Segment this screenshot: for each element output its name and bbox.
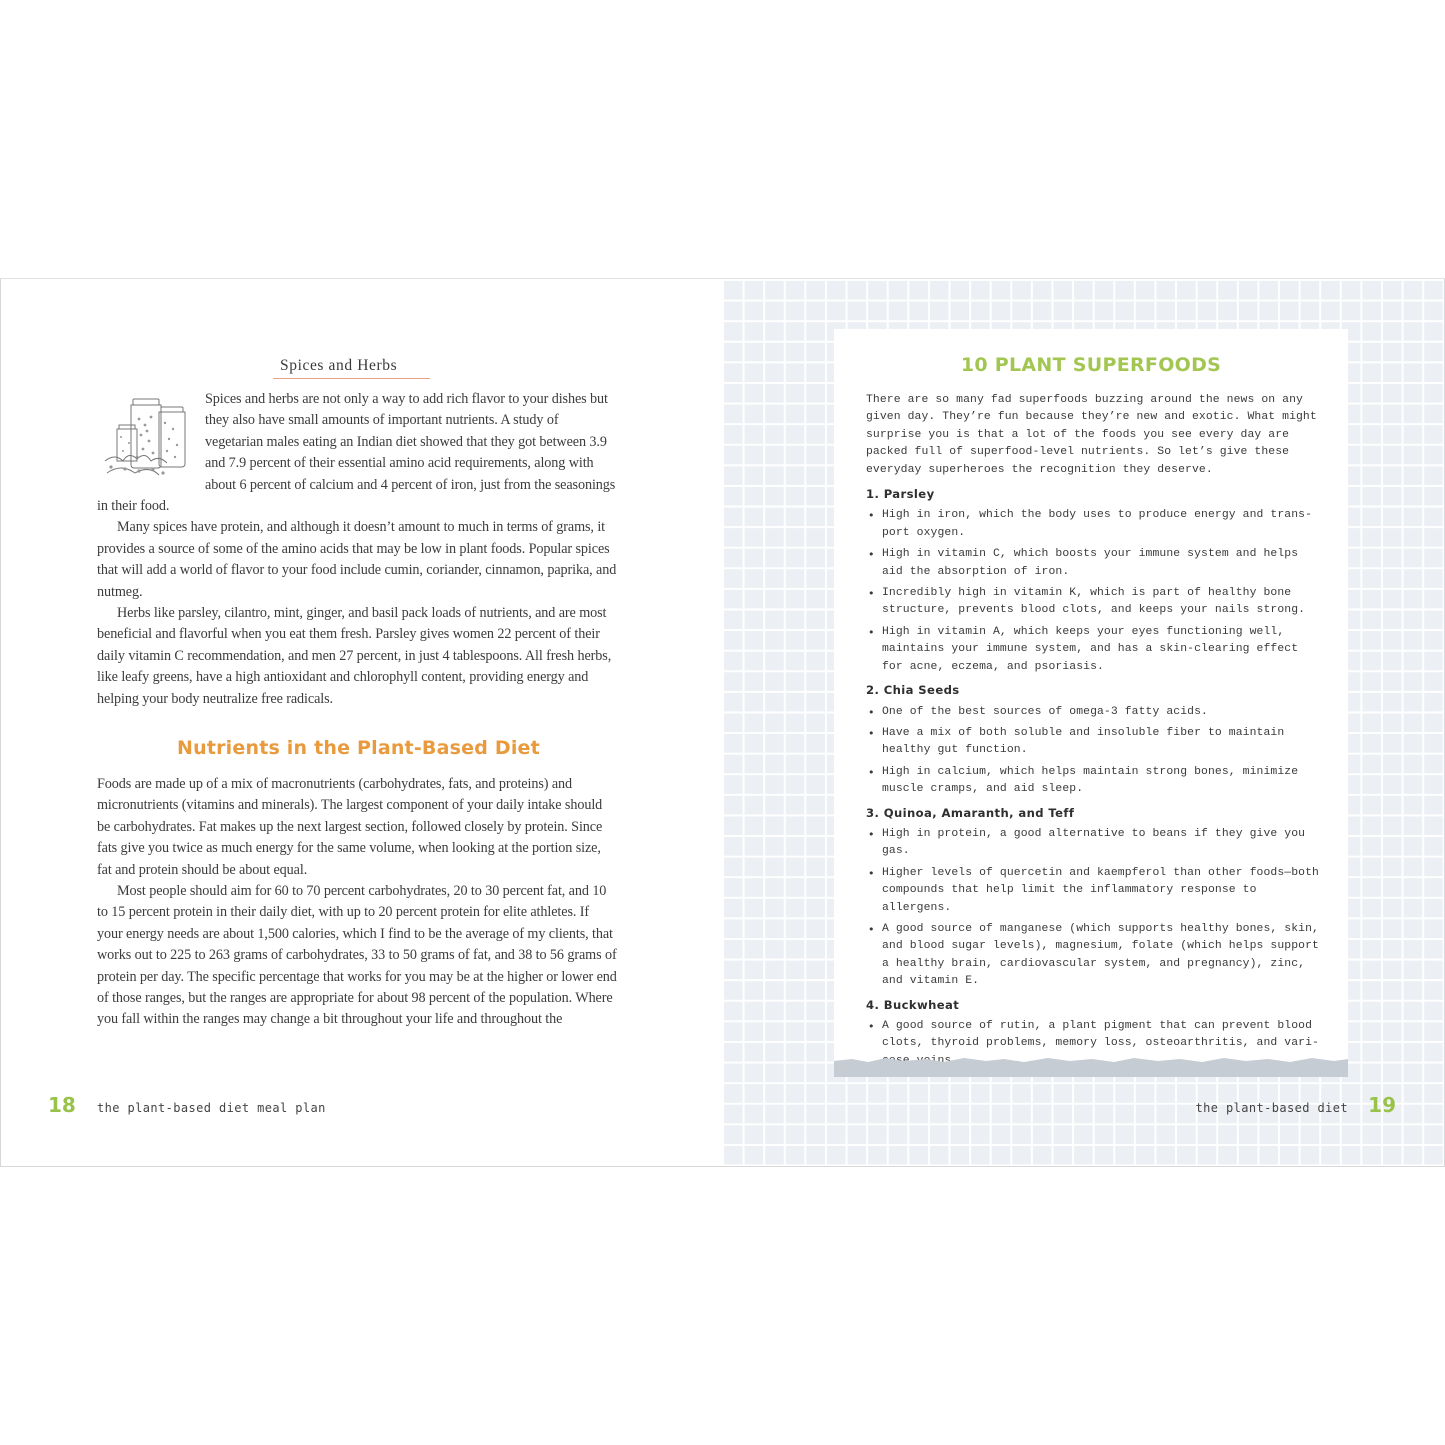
superfood-title: 3. Quinoa, Amaranth, and Teff — [866, 805, 1075, 820]
spices-text — [97, 389, 617, 710]
nutrients-paragraph: Foods are made up of a mix of macronutrients (carbohydrates, fats, and proteins) and micronutrients (vitamins and minerals). The largest component of your daily intake should be carbohydrates. Fat makes up the next largest section, followed closely by protein. Since fats give you twice as much energy for the same volume, when looking at the portion size, fat and protein should be about equal. — [97, 776, 603, 878]
left-page — [0, 279, 722, 1166]
bullet-icon: • — [868, 922, 875, 936]
list-item-text: Higher levels of quercetin and kaempferol than other foods—both compounds that help limit the inflammatory response to allergens. — [882, 866, 1319, 914]
card-title: 10 PLANT SUPERFOODS — [960, 354, 1222, 376]
running-footer: the plant-based diet — [1195, 1101, 1348, 1115]
superfood-points — [866, 704, 1321, 799]
superfood-points — [866, 507, 1321, 676]
list-item-text: A good source of rutin, a plant pigment that can prevent blood clots, thyroid problems, memory loss, osteoarthritis, and vari veins. — [882, 1020, 1319, 1067]
bullet-icon: • — [868, 509, 875, 523]
list-item — [866, 624, 1321, 676]
right-page — [722, 279, 1445, 1166]
card-intro: There are so many fad superfoods buzzing around the news on any given day. They’re fun because they’re new and exotic. What might surprise you is that a lot of the foods you see every day are packed full of superfood-level nutrients. So let’s give these everyday superheroes the recognition they deserve. — [866, 394, 1317, 476]
superfood-title: 2. Chia Seeds — [866, 683, 960, 698]
superfood-title: 1. Parsley — [866, 487, 935, 502]
list-item-text: High in iron, which the body uses to produce energy and transport oxygen. — [882, 509, 1312, 539]
list-item — [866, 921, 1321, 991]
section-heading: Nutrients in the Plant-Based Diet — [177, 737, 540, 759]
spices-paragraph: Herbs like parsley, cilantro, mint, ginger, and basil pack loads of nutrients, and are most beneficial and flavorful when you eat them fresh. Parsley gives women 22 percent of their daily vitamin C recommendation, and men 27 percent, in just 4 tablespoons. All fresh herbs, like leafy greens, have a high antioxidant and chlorophyll content, providing energy and helping your body neutralize free radicals. — [97, 605, 612, 707]
bullet-icon: • — [868, 625, 875, 639]
list-item — [866, 507, 1321, 542]
list-item — [866, 704, 1321, 721]
bullet-icon: • — [868, 705, 875, 719]
superfood-title: 4. Buckwheat — [866, 997, 960, 1012]
spices-paragraph: Many spices have protein, and although it doesn’t amount to much in terms of grams, it provides a source of some of the amino acids that may be low in plant foods. Popular spices that will add a world of flavor to your food include cumin, coriander, cinnamon, paprika, and nutmeg. — [97, 519, 617, 600]
list-item — [866, 826, 1321, 861]
torn-edge — [834, 1055, 1348, 1077]
heading-underline — [273, 378, 430, 379]
bullet-icon: • — [868, 726, 875, 740]
card-body — [866, 392, 1321, 1076]
list-item-text: One of the best sources of omega-3 fatty acids. — [882, 705, 1208, 718]
list-item-text: Incredibly high in vitamin K, which is part of healthy bone structure, prevents blood clots, and keeps your nails strong. — [882, 587, 1306, 617]
bullet-icon: • — [868, 765, 875, 779]
list-item-text: High in protein, a good alternative to beans if they give you gas. — [882, 827, 1306, 858]
list-item — [866, 725, 1321, 760]
bullet-icon: • — [868, 1020, 875, 1033]
bullet-icon: • — [868, 548, 875, 562]
list-item-text: High in vitamin A, which keeps your eyes functioning well, maintains your immune system, and has a skin-clearing effect for acne, eczema, and psoriasis. — [882, 625, 1299, 673]
bullet-icon: • — [868, 587, 875, 601]
book-spread — [0, 278, 1445, 1167]
superfood-list — [866, 486, 1321, 1070]
nutrients-text — [97, 774, 617, 1031]
list-item — [866, 764, 1321, 799]
sidebar-heading: Spices and Herbs — [280, 357, 398, 374]
list-item — [866, 546, 1321, 581]
superfoods-card — [834, 329, 1348, 1075]
running-footer: the plant-based diet meal plan — [97, 1101, 326, 1115]
superfood-points — [866, 826, 1321, 991]
spices-paragraph: Spices and herbs are not only a way to add rich flavor to your dishes but they also have small amounts of important nutrients. A study of vegetarian males eating an Indian diet showed that they got between 3.9 and 7.9 percent of their essential amino acid requirements, along with about 6 percent of calcium and 4 percent of iron, just from the seasonings in their food. — [97, 391, 616, 515]
bullet-icon: • — [868, 866, 875, 880]
list-item-text: Have a mix of both soluble and insoluble fiber to maintain healthy gut function. — [882, 726, 1285, 757]
list-item — [866, 585, 1321, 620]
list-item-text: High in calcium, which helps maintain strong bones, minimize muscle cramps, and aid sleep. — [882, 765, 1299, 796]
list-item — [866, 865, 1321, 917]
bullet-icon: • — [868, 827, 875, 841]
page-number: 19 — [1368, 1093, 1396, 1117]
page-number: 18 — [48, 1093, 76, 1117]
list-item-text: High in vitamin C, which boosts your immune system and helps aid the absorption of iron. — [882, 548, 1299, 578]
nutrients-paragraph: Most people should aim for 60 to 70 percent carbohydrates, 20 to 30 percent fat, and 10 to 15 percent protein in their daily diet, with up to 20 percent protein for elite athletes. If your energy needs are about 1,500 calories, which I find to be the average of my clients, that works out to 225 to 263 grams of carbohydrates, 33 to 50 grams of fat, and 38 to 56 grams of protein per day. The specific percentage that works for you may be at the higher or lower end of those ranges, but the ranges are appropriate for about 98 percent of the population. Where you fall within the ranges may change a bit throughout your life and throughout the — [97, 883, 617, 1028]
list-item-text: A good source of manganese (which supports healthy bones, skin, and blood sugar levels), magnesium, folate (which helps support a healthy brain, cardiovascular system, and pregnancy), zinc, and vitamin E. — [882, 922, 1319, 988]
